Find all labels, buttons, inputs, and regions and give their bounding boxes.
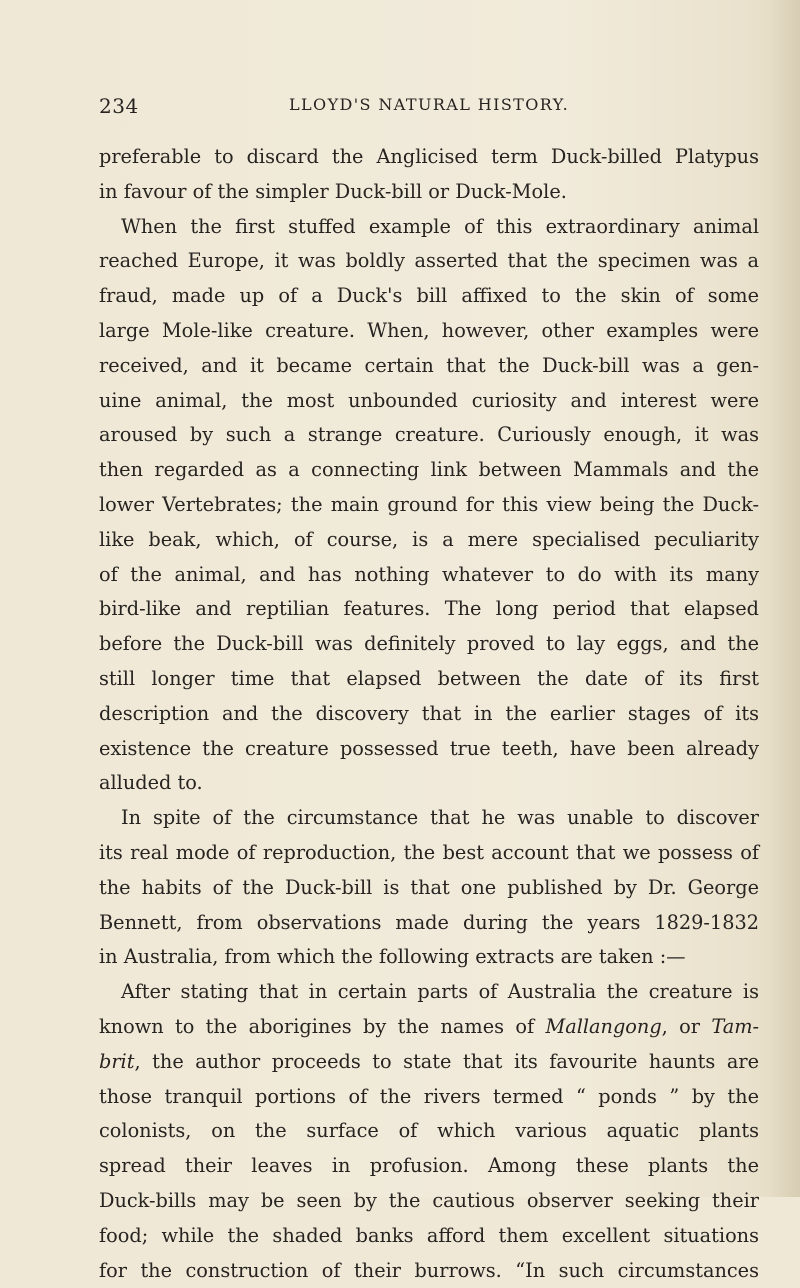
page-number: 234 — [99, 94, 139, 118]
text-line: then regarded as a connecting link between Mammals and the — [99, 453, 759, 488]
running-head: LLOYD'S NATURAL HISTORY. — [289, 95, 569, 114]
text-fragment: , the author proceeds to state that its favourite haunts are — [134, 1050, 759, 1073]
text-line: large Mole-like creature. When, however, other examples were — [99, 314, 759, 349]
text-line: for the construction of their burrows. “In such circumstances — [99, 1254, 759, 1288]
text-line: food; while the shaded banks afford them excellent situations — [99, 1219, 759, 1254]
text-line: like beak, which, of course, is a mere specialised peculiarity — [99, 523, 759, 558]
italic-term-tambrit-part1: Tam- — [711, 1015, 759, 1038]
italic-term-mallangong: Mallangong — [545, 1015, 661, 1038]
text-line: alluded to. — [99, 766, 759, 801]
text-line: When the first stuffed example of this extraordinary animal — [99, 210, 759, 245]
text-line: Duck-bills may be seen by the cautious observer seeking their — [99, 1184, 759, 1219]
text-line: lower Vertebrates; the main ground for this view being the Duck- — [99, 488, 759, 523]
text-line: existence the creature possessed true teeth, have been already — [99, 732, 759, 767]
text-line: in favour of the simpler Duck-bill or Duck-Mole. — [99, 175, 759, 210]
text-fragment: , or — [662, 1015, 700, 1038]
page-header — [99, 94, 681, 120]
text-line: After stating that in certain parts of Australia the creature is — [99, 975, 759, 1010]
text-line: its real mode of reproduction, the best account that we possess of — [99, 836, 759, 871]
text-line: spread their leaves in profusion. Among these plants the — [99, 1149, 759, 1184]
text-line: colonists, on the surface of which various aquatic plants — [99, 1114, 759, 1149]
text-fragment: known to the aborigines by the names of — [99, 1015, 534, 1038]
text-line: uine animal, the most unbounded curiosity and interest were — [99, 384, 759, 419]
text-line: still longer time that elapsed between the date of its first — [99, 662, 759, 697]
text-line: fraud, made up of a Duck's bill affixed to the skin of some — [99, 279, 759, 314]
text-line: reached Europe, it was boldly asserted that the specimen was a — [99, 244, 759, 279]
italic-term-tambrit-part2: brit — [99, 1050, 134, 1073]
body-text — [99, 140, 759, 1288]
text-line: the habits of the Duck-bill is that one published by Dr. George — [99, 871, 759, 906]
text-line: Bennett, from observations made during the years 1829-1832 — [99, 906, 759, 941]
text-line: of the animal, and has nothing whatever to do with its many — [99, 558, 759, 593]
text-line: in Australia, from which the following extracts are taken :— — [99, 940, 759, 975]
text-line: description and the discovery that in the earlier stages of its — [99, 697, 759, 732]
text-line: In spite of the circumstance that he was unable to discover — [99, 801, 759, 836]
text-line: received, and it became certain that the Duck-bill was a gen- — [99, 349, 759, 384]
text-line-mixed — [99, 1010, 759, 1045]
text-line: those tranquil portions of the rivers termed “ ponds ” by the — [99, 1080, 759, 1115]
text-line: before the Duck-bill was definitely proved to lay eggs, and the — [99, 627, 759, 662]
text-line-mixed — [99, 1045, 759, 1080]
text-line: bird-like and reptilian features. The long period that elapsed — [99, 592, 759, 627]
page-edge-shadow — [770, 0, 800, 1197]
text-line: aroused by such a strange creature. Curiously enough, it was — [99, 418, 759, 453]
text-line: preferable to discard the Anglicised term Duck-billed Platypus — [99, 140, 759, 175]
